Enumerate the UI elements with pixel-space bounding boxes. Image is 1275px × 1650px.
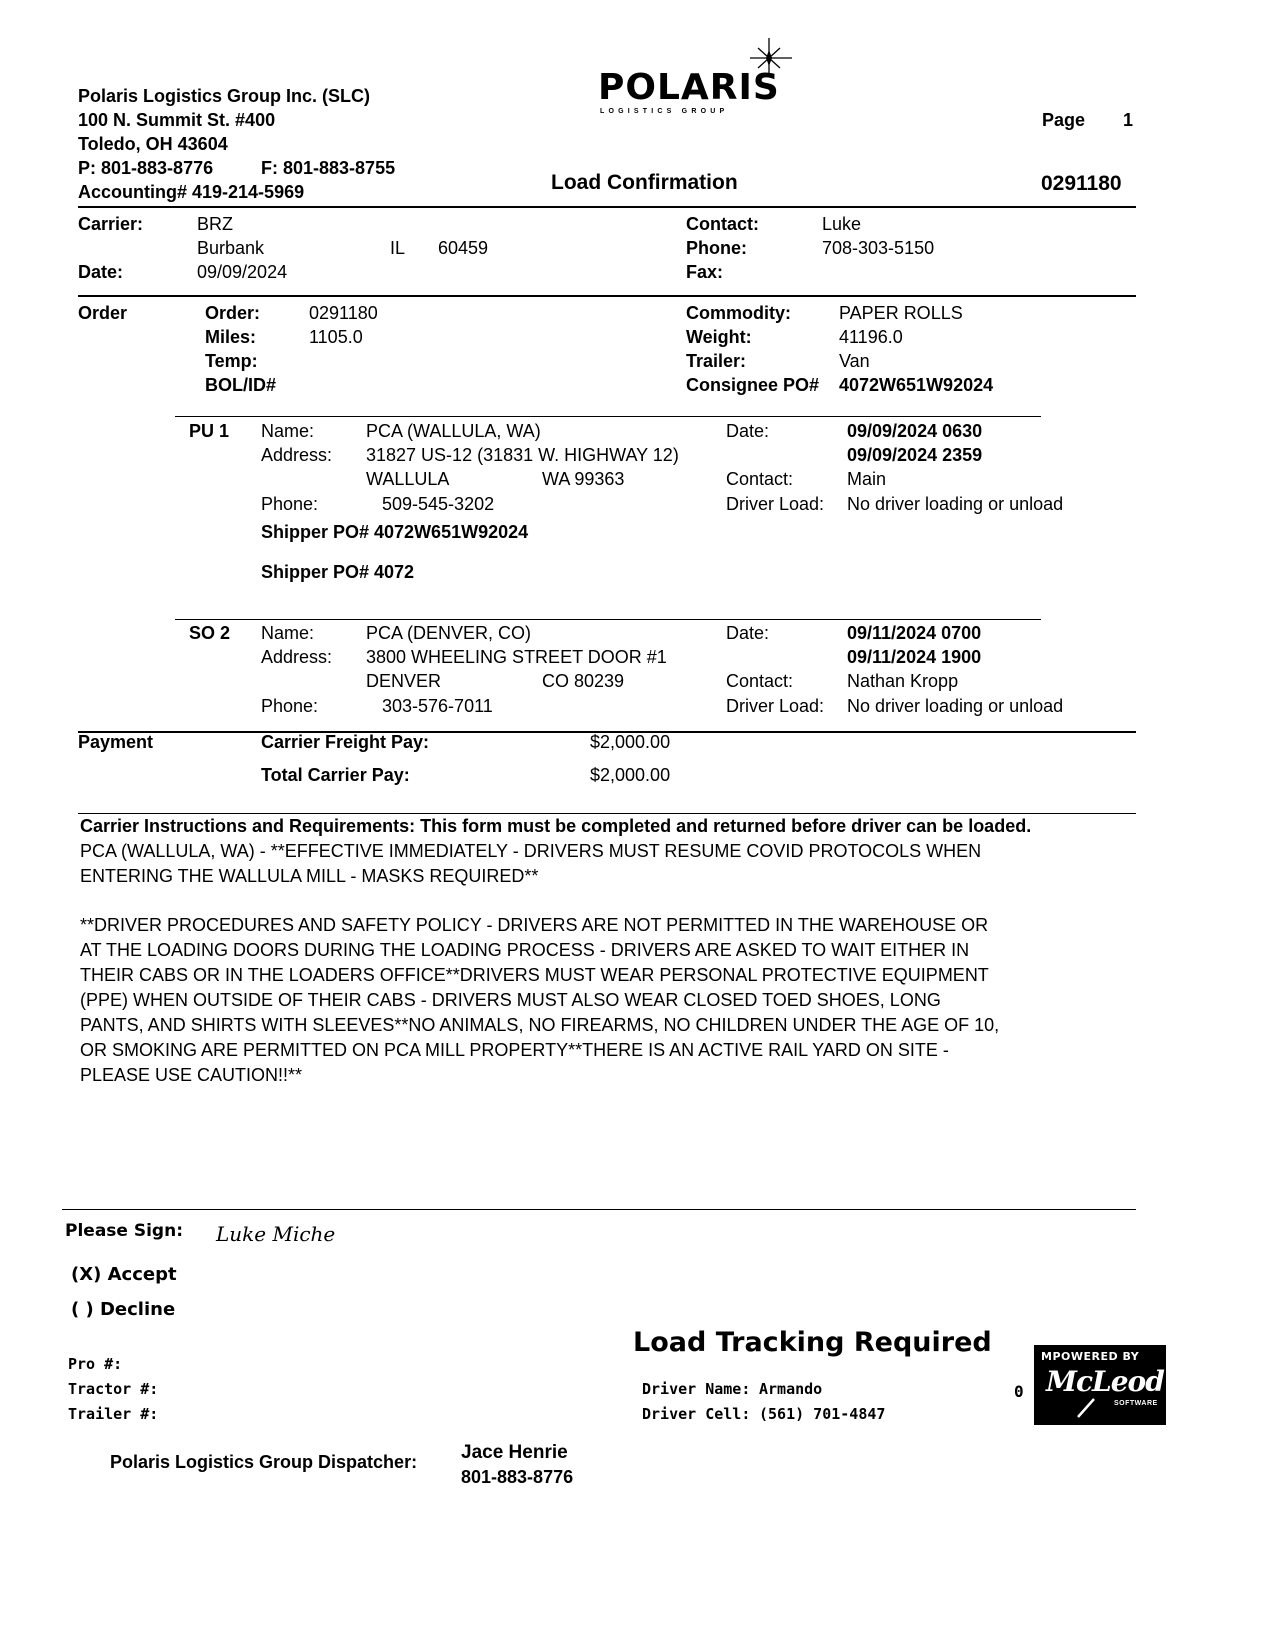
contact-label: Contact: (686, 214, 759, 234)
driver-name: Armando (759, 1380, 823, 1398)
signature-divider (62, 1209, 1136, 1210)
driver-cell-label: Driver Cell: (642, 1405, 751, 1423)
stop1-contact: Main (847, 469, 887, 489)
trailer-number-label: Trailer #: (68, 1405, 159, 1423)
freight-pay-value: $2,000.00 (590, 732, 671, 752)
polaris-logo (596, 36, 806, 120)
please-sign-label: Please Sign: (65, 1221, 183, 1241)
badge-brand: McLeod (1046, 1365, 1164, 1398)
order-number: 0291180 (309, 303, 378, 323)
stop1-city: WALLULA (366, 469, 450, 489)
order-section-label: Order (78, 303, 128, 323)
instructions-heading: Carrier Instructions and Requirements: This form must be completed and returned before driver can be loaded. (80, 816, 1032, 836)
bol-label: BOL/ID# (205, 375, 277, 395)
page-label: Page (1042, 110, 1086, 130)
trailer-value: Van (839, 351, 870, 371)
stop2-address-label: Address: (261, 647, 333, 667)
carrier-phone: 708-303-5150 (822, 238, 935, 258)
stop2-date-label: Date: (726, 623, 770, 643)
carrier-divider (78, 295, 1136, 297)
freight-pay-label: Carrier Freight Pay: (261, 732, 430, 752)
signature-field[interactable]: Luke Miche (216, 1222, 336, 1246)
company-fax: F: 801-883-8755 (261, 158, 396, 178)
weight-value: 41196.0 (839, 327, 903, 347)
dispatcher-phone: 801-883-8776 (461, 1467, 574, 1487)
mcleod-badge (1034, 1345, 1166, 1425)
instructions-line: **DRIVER PROCEDURES AND SAFETY POLICY - DRIVERS ARE NOT PERMITTED IN THE WAREHOUSE OR (80, 915, 989, 935)
stop1-date-start: 09/09/2024 0630 (847, 421, 983, 441)
total-pay-value: $2,000.00 (590, 765, 671, 785)
stop1-shipper-po: Shipper PO# 4072 (261, 562, 415, 582)
stop1-contact-label: Contact: (726, 469, 794, 489)
logo-wordmark: POLARIS (598, 67, 780, 108)
stop1-name-label: Name: (261, 421, 315, 441)
badge-sub: SOFTWARE (1114, 1400, 1158, 1407)
dispatcher-label: Polaris Logistics Group Dispatcher: (110, 1452, 418, 1472)
instructions-line: ENTERING THE WALLULA MILL - MASKS REQUIRED** (80, 866, 539, 886)
document-title: Load Confirmation (551, 171, 738, 194)
stop2-phone-label: Phone: (261, 696, 319, 716)
stop2-address: 3800 WHEELING STREET DOOR #1 (366, 647, 667, 667)
stop2-name: PCA (DENVER, CO) (366, 623, 532, 643)
stop2-state-zip: CO 80239 (542, 671, 625, 691)
stop1-code: PU 1 (189, 421, 230, 441)
carrier-label: Carrier: (78, 214, 144, 234)
carrier-instructions (80, 814, 1190, 1088)
carrier-date: 09/09/2024 (197, 262, 288, 282)
stop1-name: PCA (WALLULA, WA) (366, 421, 541, 441)
order-number-label: Order: (205, 303, 261, 323)
carrier-name: BRZ (197, 214, 233, 234)
stop2-driver-load-label: Driver Load: (726, 696, 825, 716)
company-phone: P: 801-883-8776 (78, 158, 214, 178)
carrier-fax-label: Fax: (686, 262, 724, 282)
stop2-driver-load: No driver loading or unload (847, 696, 1064, 716)
carrier-zip: 60459 (438, 238, 489, 258)
pro-number-label: Pro #: (68, 1355, 123, 1373)
commodity-label: Commodity: (686, 303, 791, 323)
stop1-shipper-po: Shipper PO# 4072W651W92024 (261, 522, 529, 542)
stop2-date-end: 09/11/2024 1900 (847, 647, 982, 667)
instructions-line: OR SMOKING ARE PERMITTED ON PCA MILL PROPERTY**THERE IS AN ACTIVE RAIL YARD ON SITE - (80, 1040, 949, 1060)
contact-value: Luke (822, 214, 862, 234)
company-city: Toledo, OH 43604 (78, 134, 228, 154)
carrier-date-label: Date: (78, 262, 124, 282)
badge-swoosh-icon (1074, 1397, 1098, 1419)
carrier-phone-label: Phone: (686, 238, 747, 258)
weight-label: Weight: (686, 327, 752, 347)
stop2-contact: Nathan Kropp (847, 671, 959, 691)
consignee-po-value: 4072W651W92024 (839, 375, 994, 395)
document-number: 0291180 (1041, 172, 1122, 195)
stop2-phone: 303-576-7011 (382, 696, 493, 716)
company-street: 100 N. Summit St. #400 (78, 110, 276, 130)
stop1-date-end: 09/09/2024 2359 (847, 445, 983, 465)
instructions-line: THEIR CABS OR IN THE LOADERS OFFICE**DRIVERS MUST WEAR PERSONAL PROTECTIVE EQUIPMENT (80, 965, 989, 985)
stop1-date-label: Date: (726, 421, 770, 441)
accept-option[interactable]: (X) Accept (71, 1264, 177, 1285)
stop1-address-label: Address: (261, 445, 333, 465)
company-name: Polaris Logistics Group Inc. (SLC) (78, 86, 371, 106)
stop1-driver-load: No driver loading or unload (847, 494, 1064, 514)
stop1-phone: 509-545-3202 (382, 494, 495, 514)
carrier-state: IL (390, 238, 406, 258)
stop1-divider (175, 416, 1041, 417)
stop2-city: DENVER (366, 671, 442, 691)
driver-cell: (561) 701-4847 (759, 1405, 886, 1423)
instructions-line: AT THE LOADING DOORS DURING THE LOADING PROCESS - DRIVERS ARE ASKED TO WAIT EITHER IN (80, 940, 970, 960)
commodity-value: PAPER ROLLS (839, 303, 963, 323)
stray-text: 0 (1014, 1382, 1024, 1401)
company-accounting: Accounting# 419-214-5969 (78, 182, 305, 202)
page-number: 1 (1123, 110, 1134, 130)
tractor-number-label: Tractor #: (68, 1380, 159, 1398)
carrier-city: Burbank (197, 238, 265, 258)
stop2-divider (175, 619, 1041, 620)
logo-subtitle: LOGISTICS GROUP (600, 108, 729, 115)
driver-name-label: Driver Name: (642, 1380, 751, 1398)
stop1-address: 31827 US-12 (31831 W. HIGHWAY 12) (366, 445, 679, 465)
instructions-line: PLEASE USE CAUTION!!** (80, 1065, 303, 1085)
consignee-po-label: Consignee PO# (686, 375, 820, 395)
badge-top-text: MPOWERED BY (1041, 1350, 1140, 1363)
payment-section-label: Payment (78, 732, 154, 752)
instructions-line: PANTS, AND SHIRTS WITH SLEEVES**NO ANIMALS, NO FIREARMS, NO CHILDREN UNDER THE AGE OF 10, (80, 1015, 1000, 1035)
stop2-contact-label: Contact: (726, 671, 794, 691)
stop2-code: SO 2 (189, 623, 231, 643)
stop2-date-start: 09/11/2024 0700 (847, 623, 982, 643)
stop1-phone-label: Phone: (261, 494, 319, 514)
stop1-state-zip: WA 99363 (542, 469, 625, 489)
instructions-line: PCA (WALLULA, WA) - **EFFECTIVE IMMEDIATELY - DRIVERS MUST RESUME COVID PROTOCOLS WHEN (80, 841, 982, 861)
stop2-name-label: Name: (261, 623, 315, 643)
load-tracking-title: Load Tracking Required (633, 1327, 992, 1358)
instructions-line: (PPE) WHEN OUTSIDE OF THEIR CABS - DRIVERS MUST ALSO WEAR CLOSED TOED SHOES, LONG (80, 990, 941, 1010)
dispatcher-name: Jace Henrie (461, 1442, 568, 1463)
stop1-driver-load-label: Driver Load: (726, 494, 825, 514)
decline-option[interactable]: ( ) Decline (71, 1299, 176, 1320)
header-divider (78, 206, 1136, 208)
miles-value: 1105.0 (309, 327, 363, 347)
temp-label: Temp: (205, 351, 258, 371)
total-pay-label: Total Carrier Pay: (261, 765, 410, 785)
trailer-label: Trailer: (686, 351, 747, 371)
miles-label: Miles: (205, 327, 257, 347)
